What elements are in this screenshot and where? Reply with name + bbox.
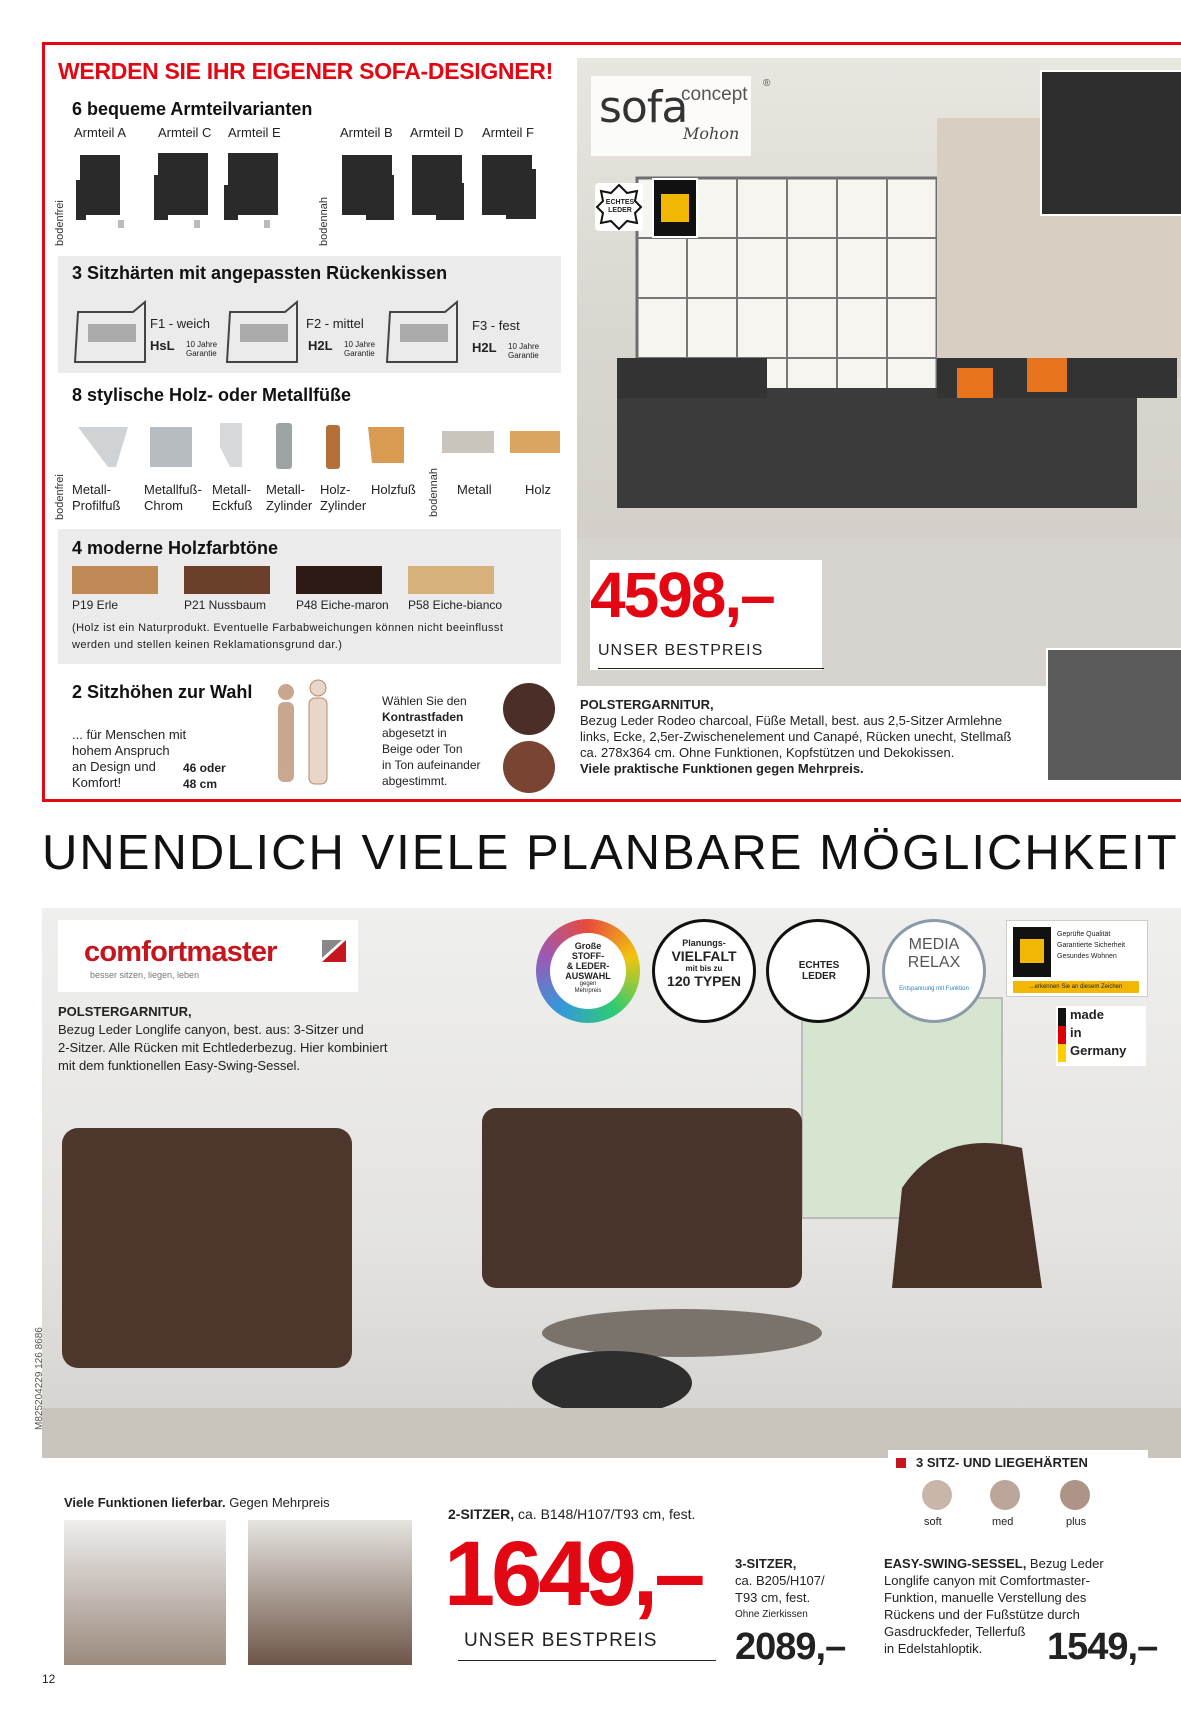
hardness-soft-icon	[922, 1480, 952, 1510]
color-choice-badge-text	[550, 933, 626, 1009]
foot-profile-icon	[78, 427, 128, 467]
hardness-plus-icon	[1060, 1480, 1090, 1510]
feet-side-right: bodennah	[428, 468, 440, 517]
price-two-seater-label: UNSER BESTPREIS	[464, 1630, 658, 1651]
thread-line: abgestimmt.	[382, 774, 448, 788]
hardness-f2: F2 - mittel	[306, 316, 364, 331]
sofaconcept-brand-main: sofa	[599, 82, 688, 133]
heights-text-line: hohem Anspruch	[72, 743, 170, 758]
hardness-logo-1: HsL	[150, 338, 175, 353]
comfortmaster-desc-line: 2-Sitzer. Alle Rücken mit Echtlederbezug. Hier kombiniert	[58, 1040, 388, 1055]
quality-seal-box	[1006, 920, 1148, 997]
arm-e-icon	[224, 153, 278, 220]
foot-label: Holzfuß	[371, 482, 416, 497]
heights-text-line: an Design und	[72, 759, 156, 774]
wood-label: P48 Eiche-maron	[296, 598, 389, 612]
wood-swatch	[408, 566, 494, 594]
foot-wood-low-icon	[510, 431, 560, 453]
made-line: Germany	[1070, 1043, 1127, 1058]
two-seater-text	[448, 1506, 695, 1522]
badge-line: 120 TYPEN	[667, 973, 741, 989]
wood-label: P19 Erle	[72, 598, 119, 612]
warranty-3: 10 Jahre Garantie	[508, 342, 540, 360]
foot-label: Metall	[457, 482, 492, 497]
quality-line: Geprüfte Qualität	[1057, 931, 1111, 938]
foot-label: Metall- Profilfuß	[72, 482, 121, 513]
hardness-med-icon	[990, 1480, 1020, 1510]
comfortmaster-logo	[58, 920, 358, 992]
feet-side-left: bodenfrei	[54, 474, 66, 520]
hardness-med-label: med	[992, 1516, 1014, 1528]
feet-illustration	[70, 415, 560, 477]
badge-line: Planungs-	[682, 938, 726, 948]
main-headline	[42, 825, 1179, 881]
three-seater-line: ca. B205/H107/	[735, 1573, 825, 1588]
headline-part2: MÖGLICHKEIT	[803, 826, 1179, 880]
side-table-icon	[532, 1351, 692, 1415]
made-line: in	[1070, 1025, 1082, 1040]
badge-line: mit bis zu	[685, 964, 723, 973]
comfortmaster-desc-line: Bezug Leder Longlife canyon, best. aus: 3-Sitzer und	[58, 1022, 364, 1037]
chair-desc-line: Rückens und der Fußstütze durch	[884, 1607, 1080, 1622]
leather-badge-text: ECHTES LEDER	[605, 199, 635, 214]
thread-line: abgesetzt in	[382, 726, 447, 740]
arms-side-left: bodenfrei	[54, 200, 66, 246]
comfortmaster-description	[58, 1003, 418, 1075]
made-line: made	[1070, 1007, 1104, 1022]
quality-seal-icon	[652, 178, 698, 238]
sofaconcept-desc-line: Bezug Leder Rodeo charcoal, Füße Metall, best. aus 2,5-Sitzer Armlehne	[580, 713, 1002, 728]
badge-line: gegen	[579, 981, 597, 987]
functions-photo-2	[248, 1520, 412, 1665]
price-underline	[598, 668, 824, 669]
comfortmaster-desc-line: mit dem funktionellen Easy-Swing-Sessel.	[58, 1058, 301, 1073]
sofaconcept-reg: ®	[763, 78, 771, 89]
headline-part1: UNENDLICH VIELE	[42, 826, 527, 880]
wood-swatch	[72, 566, 158, 594]
quality-footer: ...erkennen Sie an diesem Zeichen	[1013, 981, 1139, 993]
hardness-logo-3: H2L	[472, 340, 497, 355]
headline-bold: PLANBARE	[526, 826, 804, 880]
media-relax-badge-icon	[882, 919, 986, 1023]
price-three-seater: 2089,–	[735, 1626, 846, 1668]
three-seater-line: T93 cm, fest.	[735, 1590, 811, 1605]
badge-line: VIELFALT	[671, 948, 737, 964]
arm-b-icon	[342, 155, 394, 220]
arms-heading: 6 bequeme Armteilvarianten	[72, 99, 313, 119]
chair-desc-line: in Edelstahloptik.	[884, 1641, 983, 1656]
thread-text	[382, 693, 481, 789]
badge-ring-text: Entspannung mit Funktion	[899, 986, 969, 992]
made-in-germany-badge	[1056, 1006, 1146, 1066]
badge-line: Große	[574, 941, 602, 951]
two-seater-bold: 2-SITZER,	[448, 1506, 515, 1522]
foot-corner-icon	[220, 423, 242, 467]
seat-hardness-heading: 3 SITZ- UND LIEGEHÄRTEN	[916, 1455, 1088, 1470]
sofaconcept-brand-sub: concept	[681, 84, 748, 105]
arms-side-right: bodennah	[318, 197, 330, 246]
inset-photo-top	[1040, 70, 1181, 216]
chair-desc-first: Bezug Leder	[1026, 1556, 1104, 1571]
sofaconcept-title: POLSTERGARNITUR,	[580, 697, 714, 712]
quality-line: Gesundes Wohnen	[1057, 953, 1117, 960]
arm-d-icon	[412, 155, 464, 220]
leather-badge-icon	[595, 183, 643, 231]
thread-line: Kontrastfaden	[382, 710, 464, 724]
made-text	[1070, 1006, 1126, 1060]
feet-heading: 8 stylische Holz- oder Metallfüße	[72, 385, 352, 405]
foot-cylinder-icon	[276, 423, 292, 469]
three-seater-line: 3-SITZER,	[735, 1556, 797, 1571]
price-label-sofaconcept: UNSER BESTPREIS	[598, 642, 764, 659]
article-code: M825204229 126 8686	[34, 1327, 45, 1430]
wood-label: P21 Nussbaum	[184, 598, 267, 612]
quality-line: Garantierte Sicherheit	[1057, 942, 1126, 949]
sofaconcept-desc-line: links, Ecke, 2,5er-Zwischenelement und Canapé, Rücken unecht, Stellmaß	[580, 729, 1012, 744]
arm-label-c: Armteil C	[158, 125, 212, 140]
wood-swatch	[296, 566, 382, 594]
sofaconcept-desc-bold: Viele praktische Funktionen gegen Mehrpreis.	[580, 761, 864, 776]
foot-wood-cylinder-icon	[326, 425, 340, 469]
sofaconcept-logo	[591, 76, 771, 156]
foot-metal-low-icon	[442, 431, 494, 453]
functions-photo-1	[64, 1520, 226, 1665]
planning-badge-icon	[652, 919, 756, 1023]
heights-text-line: ... für Menschen mit	[72, 727, 187, 742]
badge-line: MEDIA	[908, 936, 960, 953]
page-number: 12	[42, 1672, 56, 1686]
warranty-2: 10 Jahre Garantie	[344, 340, 376, 358]
price-underline-2	[458, 1660, 716, 1661]
color-choice-badge-icon	[536, 919, 640, 1023]
arm-a-icon	[76, 155, 120, 220]
thread-sample-dark-icon	[503, 683, 555, 735]
height-value: 48 cm	[183, 777, 218, 791]
chair-title: EASY-SWING-SESSEL,	[884, 1556, 1027, 1571]
hardness-heading: 3 Sitzhärten mit angepassten Rückenkissen	[72, 263, 448, 283]
hardness-illustration	[72, 292, 512, 367]
heights-text-line: Komfort!	[72, 775, 122, 790]
sofaconcept-signature: Mohon	[683, 124, 740, 143]
functions-bold: Viele Funktionen lieferbar.	[64, 1495, 226, 1510]
wood-heading: 4 moderne Holzfarbtöne	[72, 538, 279, 558]
three-seater-sofa-icon	[482, 1108, 802, 1288]
warranty-1: 10 Jahre Garantie	[186, 340, 218, 358]
hardness-soft-label: soft	[924, 1516, 942, 1528]
thread-line: in Ton aufeinander	[382, 758, 481, 772]
foot-label: Holz	[525, 482, 552, 497]
heights-heading: 2 Sitzhöhen zur Wahl	[72, 682, 253, 702]
price-box-sofaconcept	[590, 560, 822, 670]
designer-title: WERDEN SIE IHR EIGENER SOFA-DESIGNER!	[58, 58, 553, 84]
hardness-f3: F3 - fest	[472, 318, 520, 333]
thread-line: Wählen Sie den	[382, 694, 467, 708]
wood-label: P58 Eiche-bianco	[408, 598, 503, 612]
wood-note-line2: werden und stellen keinen Reklamationsgrund dar.)	[72, 639, 343, 651]
three-seater-text	[735, 1555, 825, 1623]
quality-text	[1057, 929, 1125, 962]
arm-label-f: Armteil F	[482, 125, 534, 140]
body-silhouettes-icon	[266, 678, 346, 790]
chair-desc-line: Funktion, manuelle Verstellung des	[884, 1590, 1087, 1605]
arm-label-b: Armteil B	[340, 125, 393, 140]
seat-hardness-box	[888, 1450, 1148, 1536]
arm-c-icon	[154, 153, 208, 220]
hardness-plus-label: plus	[1066, 1516, 1087, 1528]
foot-label: Holz- Zylinder	[320, 482, 367, 513]
functions-text	[64, 1495, 330, 1510]
inset-photo-bottom	[1046, 648, 1181, 782]
price-sofaconcept: 4598,–	[590, 559, 774, 631]
chair-desc-line: Gasdruckfeder, Tellerfuß	[884, 1624, 1026, 1639]
functions-rest: Gegen Mehrpreis	[225, 1495, 330, 1510]
hardness-logo-2: H2L	[308, 338, 333, 353]
badge-line: RELAX	[907, 954, 961, 971]
foot-label: Metallfuß- Chrom	[144, 482, 202, 513]
foot-chrome-icon	[150, 427, 192, 467]
price-two-seater: 1649,–	[444, 1523, 702, 1625]
two-seater-sofa-icon	[62, 1128, 352, 1368]
price-chair: 1549,–	[1047, 1626, 1158, 1668]
arm-label-e: Armteil E	[228, 125, 281, 140]
comfortmaster-mark-icon	[320, 938, 348, 964]
wood-swatch	[184, 566, 270, 594]
thread-sample-brown-icon	[503, 741, 555, 793]
heights-values	[183, 760, 226, 792]
wood-note-line1: (Holz ist ein Naturprodukt. Eventuelle Farbabweichungen können nicht beeinflusst	[72, 622, 504, 634]
three-seater-note: Ohne Zierkissen	[735, 1609, 808, 1620]
corner-sofa-icon	[617, 388, 1137, 508]
height-value: 46 oder	[183, 761, 226, 775]
comfortmaster-slogan: besser sitzen, liegen, leben	[90, 970, 200, 980]
comfortmaster-title: POLSTERGARNITUR,	[58, 1004, 192, 1019]
badge-line: & LEDER-	[566, 961, 610, 971]
sofaconcept-desc-line: ca. 278x364 cm. Ohne Funktionen, Kopfstützen und Dekokissen.	[580, 745, 955, 760]
hardness-f1: F1 - weich	[150, 316, 210, 331]
foot-label: Metall- Zylinder	[266, 482, 313, 513]
two-seater-rest: ca. B148/H107/T93 cm, fest.	[514, 1506, 696, 1522]
badge-line: Mehrpreis	[574, 988, 602, 994]
quality-seal-large-icon	[1013, 927, 1051, 977]
foot-label: Metall- Eckfuß	[212, 482, 253, 513]
thread-line: Beige oder Ton	[382, 742, 463, 756]
arm-label-a: Armteil A	[74, 125, 127, 140]
arm-variants-illustration	[70, 145, 550, 235]
chair-desc-line: Longlife canyon mit Comfortmaster-	[884, 1573, 1090, 1588]
sofaconcept-description	[580, 697, 1050, 777]
badge-line: STOFF-	[571, 951, 605, 961]
leather-badge-large-icon	[766, 919, 870, 1023]
comfortmaster-brand: comfortmaster	[84, 936, 277, 968]
coffee-table-icon	[542, 1309, 822, 1357]
leather-badge-large-text: ECHTES LEDER	[798, 960, 840, 982]
foot-wood-icon	[368, 427, 404, 463]
arm-f-icon	[482, 155, 536, 219]
heights-text	[72, 727, 186, 791]
badge-line: AUSWAHL	[565, 971, 611, 981]
arm-label-d: Armteil D	[410, 125, 464, 140]
